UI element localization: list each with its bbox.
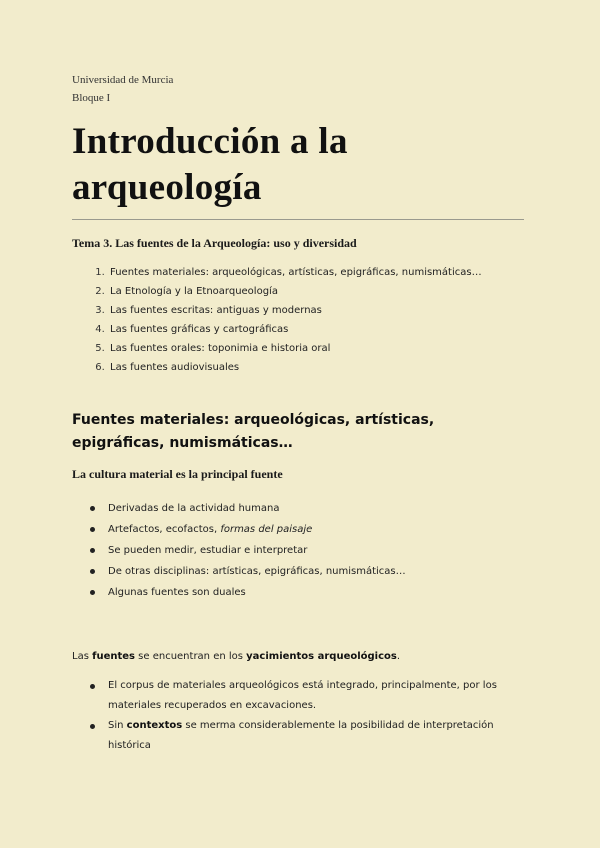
page-title: Introducción a la arqueología — [72, 121, 348, 208]
list-item: El corpus de materiales arqueológicos está integrado, principalmente, por los materiales recuperados en excavaciones. — [108, 676, 524, 716]
bullet-icon — [90, 590, 95, 595]
outline-item: 3. Las fuentes escritas: antiguas y modernas — [108, 301, 524, 320]
block-label: Bloque I — [72, 92, 111, 104]
bullet-icon — [90, 724, 95, 729]
list-item: Artefactos, ecofactos, formas del paisaje — [108, 519, 524, 540]
bold-term: yacimientos arqueológicos — [246, 651, 397, 662]
list-item: Se pueden medir, estudiar e interpretar — [108, 540, 524, 561]
bold-term: contextos — [126, 720, 183, 731]
bullet-icon — [90, 569, 95, 574]
italic-term: formas del paisaje — [220, 524, 313, 535]
sites-list — [72, 676, 524, 756]
outline-item: 1. Fuentes materiales: arqueológicas, artísticas, epigráficas, numismáticas… — [108, 263, 524, 282]
list-item: De otras disciplinas: artísticas, epigráficas, numismáticas… — [108, 561, 524, 582]
topic-outline — [72, 263, 524, 377]
bullet-icon — [90, 506, 95, 511]
topic-heading: Tema 3. Las fuentes de la Arqueología: uso y diversidad — [72, 236, 357, 250]
outline-item: 5. Las fuentes orales: toponimia e historia oral — [108, 339, 524, 358]
outline-item: 4. Las fuentes gráficas y cartográficas — [108, 320, 524, 339]
list-item: Sin contextos se merma considerablemente la posibilidad de interpretación histórica — [108, 716, 524, 756]
document-page — [72, 71, 524, 756]
section-subheading: La cultura material es la principal fuente — [72, 467, 283, 481]
institution-name: Universidad de Murcia — [72, 74, 174, 86]
bold-term: fuentes — [92, 651, 135, 662]
title-divider — [72, 219, 524, 220]
outline-item: 2. La Etnología y la Etnoarqueología — [108, 282, 524, 301]
bullet-icon — [90, 548, 95, 553]
material-sources-list — [72, 498, 524, 603]
list-item: Algunas fuentes son duales — [108, 582, 524, 603]
list-item: Derivadas de la actividad humana — [108, 498, 524, 519]
section-heading-material-sources: Fuentes materiales: arqueológicas, artísticas, epigráficas, numismáticas… — [72, 412, 435, 451]
outline-item: 6. Las fuentes audiovisuales — [108, 358, 524, 377]
sites-paragraph: Las fuentes se encuentran en los yacimientos arqueológicos. — [72, 651, 401, 662]
bullet-icon — [90, 684, 95, 689]
bullet-icon — [90, 527, 95, 532]
